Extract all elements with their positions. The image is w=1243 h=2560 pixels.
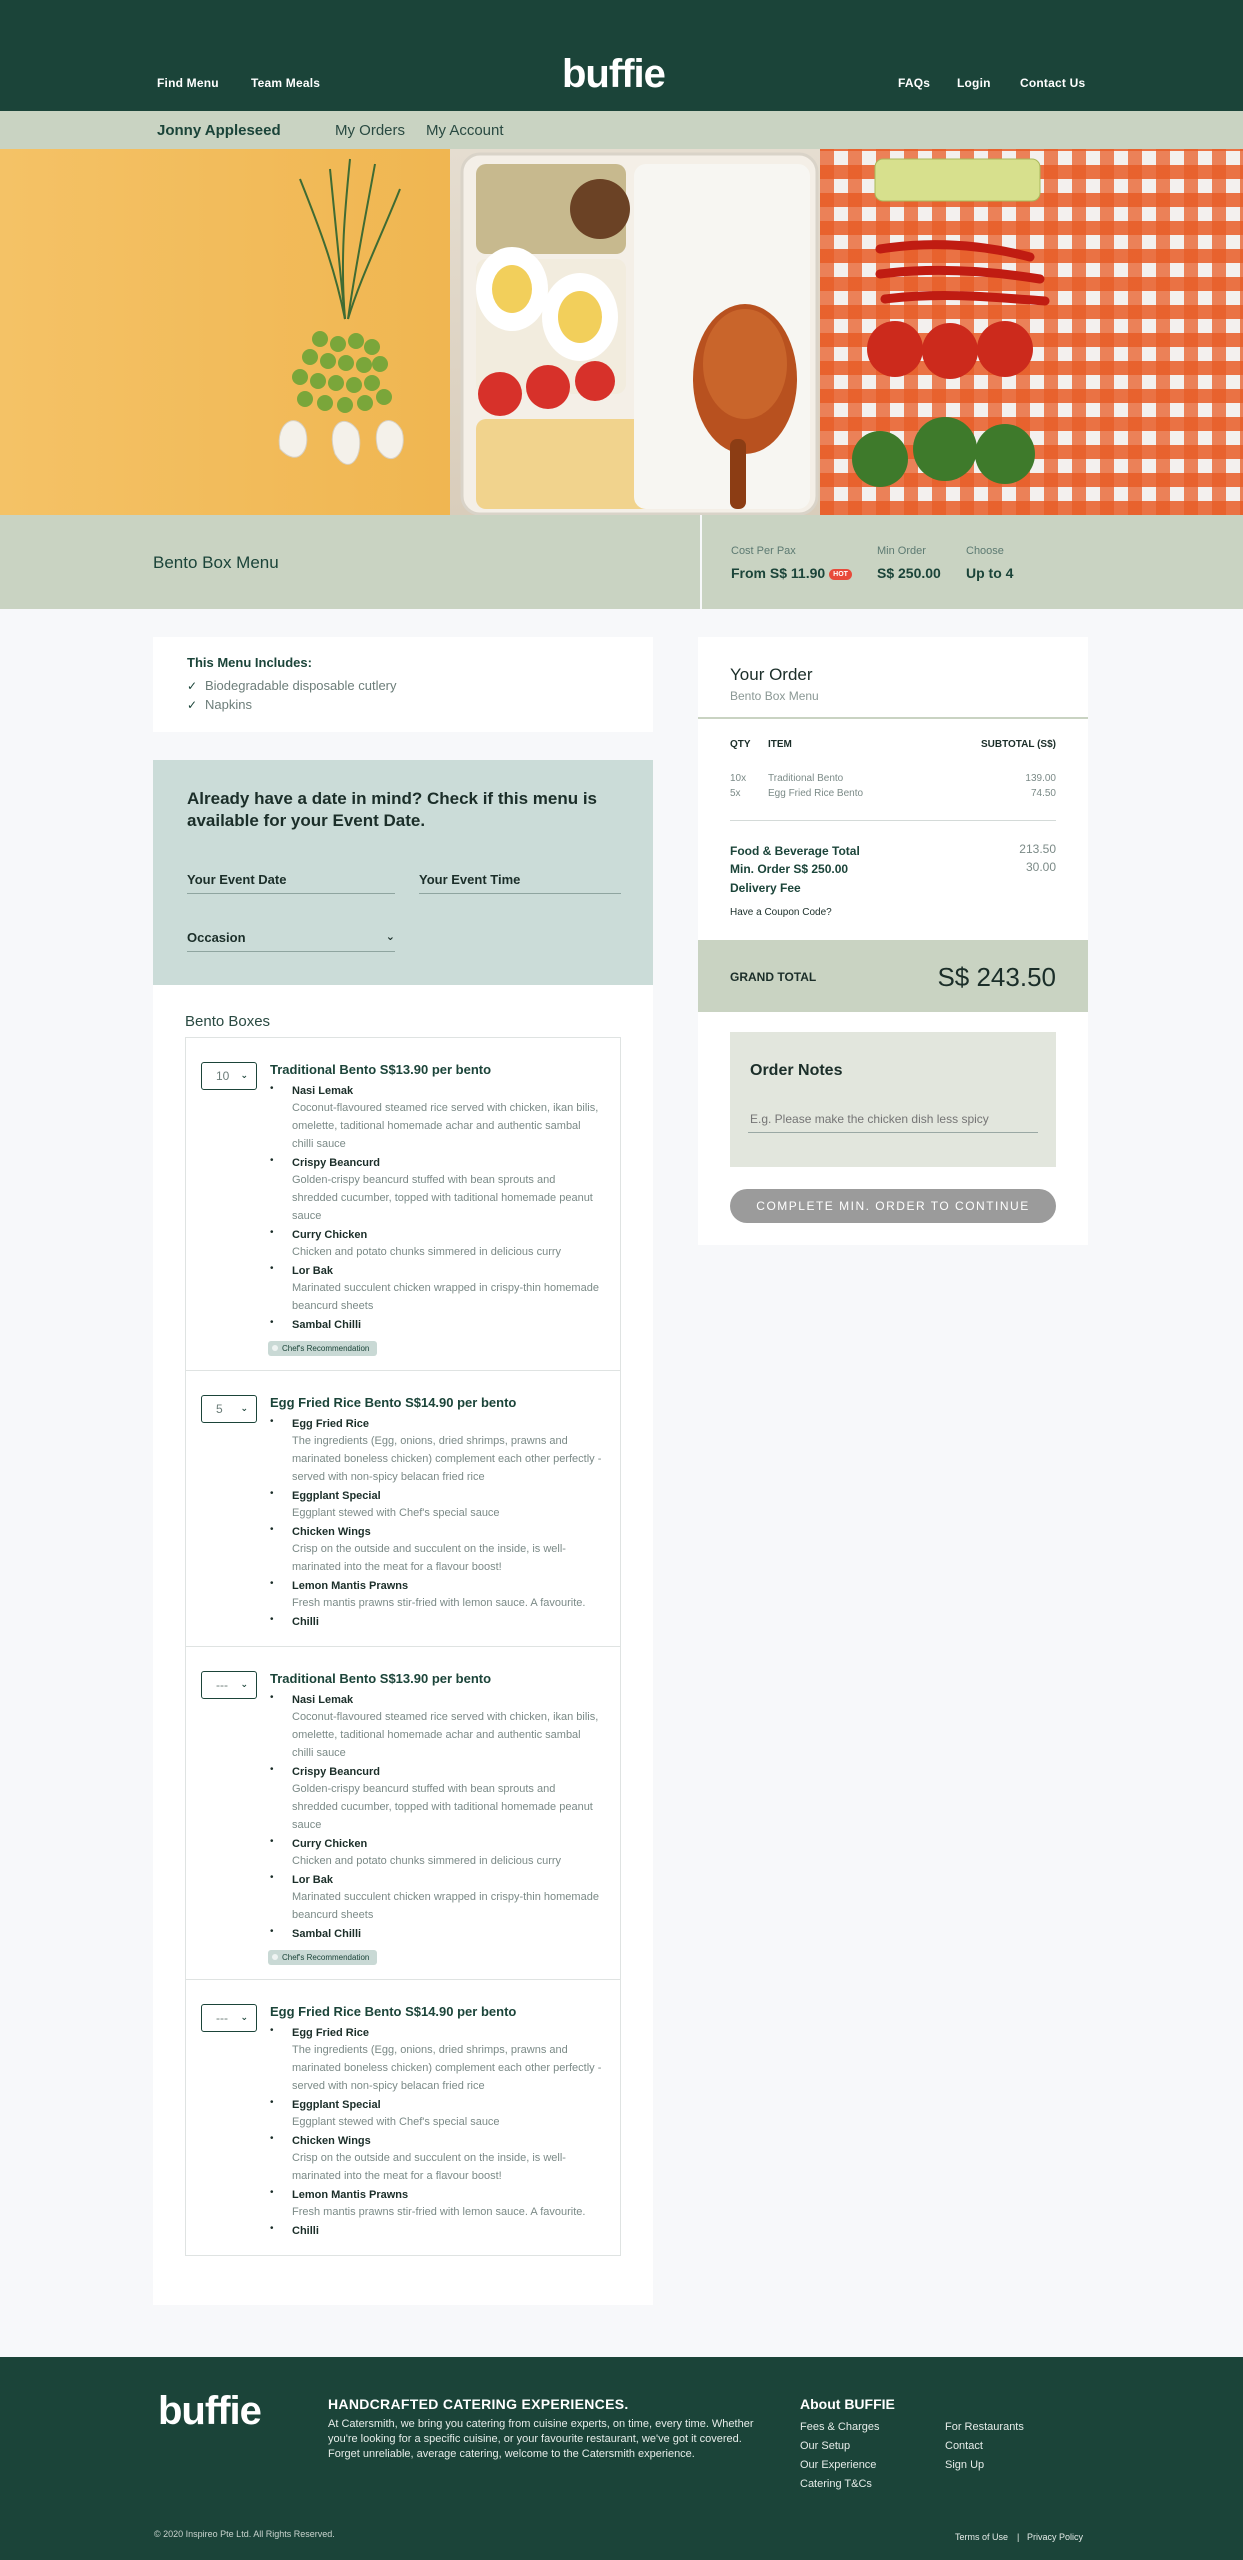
min-order-label: Min. Order S$ 250.00 (730, 862, 849, 876)
chevron-down-icon: ⌄ (240, 1403, 248, 1413)
footer-link-experience[interactable]: Our Experience (800, 2459, 877, 2471)
dish-item (270, 1155, 604, 1225)
hero-food-image (0, 149, 1243, 515)
dish-item (270, 1263, 604, 1315)
bento-title: Egg Fried Rice Bento S$14.90 per bento (270, 1395, 517, 1410)
dish-item (270, 1227, 604, 1261)
chefs-recommendation-badge: Chef's Recommendation (268, 1341, 377, 1356)
my-account-link[interactable]: My Account (426, 122, 504, 139)
col-subtotal: SUBTOTAL (S$) (980, 739, 1056, 750)
dish-description: The ingredients (Egg, onions, dried shrimps, prawns and marinated boneless chicken) complement each other perfectly - served with non-spicy belacan fried rice (292, 1435, 602, 1483)
dish-name: • Eggplant Special (292, 2099, 381, 2111)
dish-name: • Lemon Mantis Prawns (292, 1580, 409, 1592)
choose-value: Up to 4 (966, 565, 1014, 581)
dish-description: Marinated succulent chicken wrapped in crispy-thin homemade beancurd sheets (292, 1282, 599, 1312)
dish-description: Marinated succulent chicken wrapped in crispy-thin homemade beancurd sheets (292, 1891, 599, 1921)
footer-heading: HANDCRAFTED CATERING EXPERIENCES. (328, 2396, 629, 2412)
menu-title: Bento Box Menu (153, 553, 279, 572)
dish-description: The ingredients (Egg, onions, dried shrimps, prawns and marinated boneless chicken) complement each other perfectly - served with non-spicy belacan fried rice (292, 2044, 602, 2092)
footer-link-restaurants[interactable]: For Restaurants (945, 2421, 1024, 2433)
choose-label: Choose (966, 545, 1004, 557)
order-title: Your Order (730, 665, 813, 684)
footer-link-terms-catering[interactable]: Catering T&Cs (800, 2478, 872, 2490)
dish-name: • Crispy Beancurd (292, 1157, 381, 1169)
line-item: Traditional Bento (768, 773, 844, 784)
min-label: Min Order (877, 545, 926, 557)
dish-name: • Egg Fried Rice (292, 2027, 370, 2039)
dish-name: • Sambal Chilli (292, 1319, 362, 1331)
dish-name: • Lemon Mantis Prawns (292, 2189, 409, 2201)
dish-name: • Nasi Lemak (292, 1694, 354, 1706)
menu-includes-card (153, 637, 653, 732)
occasion-select[interactable]: Occasion ⌄ (187, 930, 395, 952)
bento-section-title: Bento Boxes (185, 1013, 271, 1030)
choose-count (966, 545, 1013, 581)
dish-description: Crisp on the outside and succulent on the inside, is well-marinated into the meat for a flavour boost! (292, 2152, 566, 2182)
line-qty: 10x (730, 773, 747, 784)
footer-link-setup[interactable]: Our Setup (800, 2440, 851, 2452)
dish-item (270, 1083, 604, 1153)
min-value: S$ 250.00 (877, 565, 941, 581)
dish-description: Chicken and potato chunks simmered in delicious curry (292, 1855, 562, 1867)
quantity-select[interactable]: --- ⌄ (201, 1671, 257, 1699)
min-order (877, 545, 941, 581)
dish-item (270, 1836, 604, 1870)
site-footer (0, 2357, 1243, 2560)
dish-name: • Sambal Chilli (292, 1928, 362, 1940)
order-divider (698, 717, 1088, 719)
dish-name: • Lor Bak (292, 1874, 333, 1886)
quantity-select[interactable]: 5 ⌄ (201, 1395, 257, 1423)
privacy-policy-link[interactable]: Privacy Policy (1027, 2532, 1084, 2542)
dish-name: • Nasi Lemak (292, 1085, 354, 1097)
cost-value: From S$ 11.90 (731, 565, 826, 581)
dish-name: • Curry Chicken (292, 1838, 368, 1850)
fb-total-value: 213.50 (1019, 842, 1056, 856)
check-icon: ✓ (187, 678, 198, 693)
event-date-card (153, 760, 653, 985)
dish-description: Coconut-flavoured steamed rice served with chicken, ikan bilis, omelette, taditional homemade achar and authentic sambal chilli sauce (292, 1102, 599, 1150)
bento-title: Traditional Bento S$13.90 per bento (270, 1062, 492, 1077)
bento-card (186, 1980, 620, 2255)
legal-separator: | (1017, 2532, 1020, 2542)
bento-card (186, 1647, 620, 1980)
dish-item (270, 1692, 604, 1762)
quantity-select[interactable]: 10 ⌄ (201, 1062, 257, 1090)
event-heading: Already have a date in mind? Check if this menu is available for your Event Date. (187, 789, 598, 830)
chevron-down-icon: ⌄ (240, 2012, 248, 2022)
bento-title: Traditional Bento S$13.90 per bento (270, 1671, 492, 1686)
dish-item (270, 1926, 604, 1942)
event-time-field[interactable]: Your Event Time (419, 872, 621, 894)
menu-info-bar (0, 515, 1243, 609)
line-subtotal: 139.00 (1025, 773, 1056, 784)
your-order-card (698, 637, 1088, 1245)
quantity-select[interactable]: --- ⌄ (201, 2004, 257, 2032)
dish-item (270, 1764, 604, 1834)
dish-name: • Eggplant Special (292, 1490, 381, 1502)
dish-item (270, 1614, 604, 1630)
info-divider (700, 515, 702, 609)
dish-description: Chicken and potato chunks simmered in delicious curry (292, 1246, 562, 1258)
grand-total-label: GRAND TOTAL (730, 970, 817, 984)
nav-faqs[interactable]: FAQs (898, 76, 931, 90)
nav-find-menu[interactable]: Find Menu (157, 76, 219, 90)
dish-name: • Curry Chicken (292, 1229, 368, 1241)
order-notes-title: Order Notes (750, 1062, 843, 1079)
check-icon: ✓ (187, 697, 198, 712)
dish-item (270, 1488, 604, 1522)
footer-link-signup[interactable]: Sign Up (945, 2459, 985, 2471)
line-qty: 5x (730, 788, 741, 799)
line-subtotal: 74.50 (1030, 788, 1056, 799)
dish-description: Crisp on the outside and succulent on the inside, is well-marinated into the meat for a flavour boost! (292, 1543, 566, 1573)
delivery-fee-label: Delivery Fee (730, 881, 801, 895)
grand-total-value: S$ 243.50 (937, 962, 1056, 992)
chevron-down-icon: ⌄ (240, 1679, 248, 1689)
my-orders-link[interactable]: My Orders (335, 122, 406, 139)
bento-boxes-section (153, 985, 653, 2305)
col-qty: QTY (730, 739, 751, 750)
account-subnav (0, 111, 1243, 149)
dish-item (270, 1872, 604, 1924)
nav-contact-us[interactable]: Contact Us (1020, 76, 1086, 90)
terms-of-use-link[interactable]: Terms of Use (955, 2532, 1009, 2542)
dish-item (270, 2223, 604, 2239)
col-item: ITEM (768, 739, 792, 750)
dish-name: • Chilli (292, 2225, 319, 2237)
chevron-down-icon: ⌄ (385, 931, 395, 943)
dish-item (270, 1416, 604, 1486)
order-notes-box (730, 1032, 1056, 1167)
line-item: Egg Fried Rice Bento (768, 788, 864, 799)
coupon-link[interactable]: Have a Coupon Code? (730, 907, 832, 918)
chefs-recommendation-badge: Chef's Recommendation (268, 1950, 377, 1965)
bento-card (186, 1038, 620, 1371)
dish-description: Golden-crispy beancurd stuffed with bean sprouts and shredded cucumber, topped with taditional homemade peanut sauce (292, 1783, 593, 1831)
top-navigation-bar (0, 0, 1243, 111)
dish-item (270, 2025, 604, 2095)
chevron-down-icon: ⌄ (240, 1070, 248, 1080)
totals-divider (730, 820, 1056, 821)
hero-illustration (0, 149, 1243, 515)
bento-title: Egg Fried Rice Bento S$14.90 per bento (270, 2004, 517, 2019)
includes-heading: This Menu Includes: (187, 655, 312, 670)
dish-description: Eggplant stewed with Chef's special sauce (292, 2116, 500, 2128)
dish-description: Coconut-flavoured steamed rice served with chicken, ikan bilis, omelette, taditional homemade achar and authentic sambal chilli sauce (292, 1711, 599, 1759)
buffie-logo[interactable]: buffie (562, 52, 665, 96)
footer-paragraph: At Catersmith, we bring you catering from cuisine experts, on time, every time. Whether you're looking for a specific cuisine, or your favourite restaurant, we've got it covered. Forget unreliable, average catering, welcome to the Catersmith experience. (328, 2418, 754, 2460)
complete-order-button[interactable]: COMPLETE MIN. ORDER TO CONTINUE (730, 1189, 1056, 1223)
order-subtitle: Bento Box Menu (730, 689, 819, 703)
bento-list (185, 1037, 621, 2256)
footer-link-contact[interactable]: Contact (945, 2440, 983, 2452)
footer-link-fees[interactable]: Fees & Charges (800, 2421, 880, 2433)
dish-name: • Chicken Wings (292, 2135, 371, 2147)
dish-item (270, 1578, 604, 1612)
nav-login[interactable]: Login (957, 76, 991, 90)
dish-item (270, 1524, 604, 1576)
about-heading: About BUFFIE (800, 2396, 895, 2412)
user-name: Jonny Appleseed (157, 122, 281, 139)
grand-total-bar (698, 940, 1088, 1012)
event-date-field[interactable]: Your Event Date (187, 872, 395, 894)
dish-item (270, 2187, 604, 2221)
dish-description: Eggplant stewed with Chef's special sauce (292, 1507, 500, 1519)
footer-logo[interactable]: buffie (158, 2389, 261, 2433)
cost-label: Cost Per Pax (731, 545, 796, 557)
nav-team-meals[interactable]: Team Meals (251, 76, 321, 90)
dish-name: • Chilli (292, 1616, 319, 1628)
include-item: ✓ Biodegradable disposable cutlery (187, 678, 397, 693)
dish-name: • Egg Fried Rice (292, 1418, 370, 1430)
copyright: © 2020 Inspireo Pte Ltd. All Rights Reserved. (154, 2529, 335, 2539)
dish-item (270, 1317, 604, 1333)
delivery-fee-value: 30.00 (1025, 860, 1056, 874)
fb-total-label: Food & Beverage Total (730, 844, 860, 858)
dish-description: Golden-crispy beancurd stuffed with bean sprouts and shredded cucumber, topped with taditional homemade peanut sauce (292, 1174, 593, 1222)
dish-description: Fresh mantis prawns stir-fried with lemon sauce. A favourite. (292, 1597, 586, 1609)
dish-name: • Chicken Wings (292, 1526, 371, 1538)
dish-item (270, 2133, 604, 2185)
include-item: ✓ Napkins (187, 697, 252, 712)
order-notes-input[interactable] (748, 1108, 1038, 1133)
dish-name: • Lor Bak (292, 1265, 333, 1277)
dish-description: Fresh mantis prawns stir-fried with lemon sauce. A favourite. (292, 2206, 586, 2218)
cost-per-pax (731, 545, 852, 581)
dish-item (270, 2097, 604, 2131)
hot-badge: HOT (829, 569, 852, 580)
bento-card (186, 1371, 620, 1647)
dish-name: • Crispy Beancurd (292, 1766, 381, 1778)
